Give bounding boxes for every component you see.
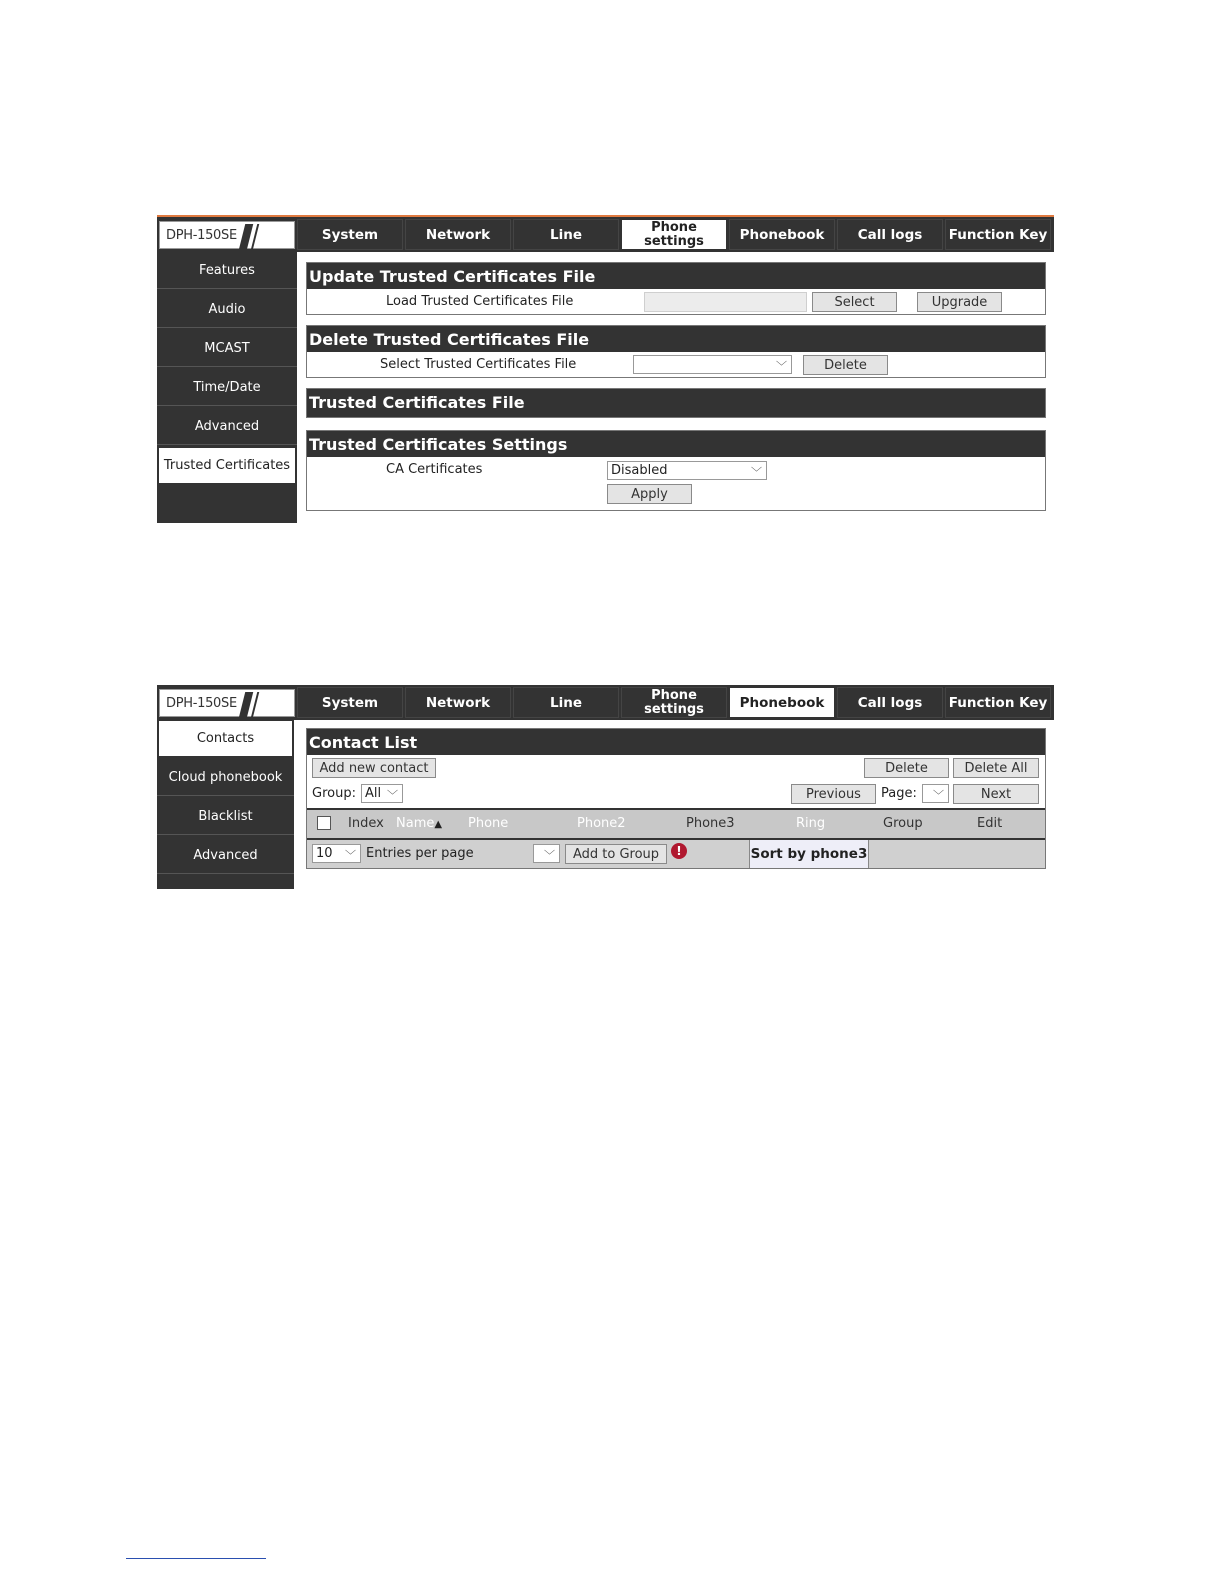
contact-table-footer [307,838,1045,868]
target-group-select[interactable] [533,844,560,863]
tab-line[interactable]: Line [513,687,619,718]
add-to-group-button[interactable]: Add to Group [565,844,667,864]
certificates-settings-section [306,430,1046,511]
delete-certificates-section [306,325,1046,378]
apply-row [307,482,1045,510]
delete-all-button[interactable]: Delete All [953,758,1039,778]
page-label: Page: [881,786,917,801]
chevron-down-icon: ﹀ [933,789,944,802]
chevron-down-icon: ﹀ [776,360,787,373]
sidebar-item-features[interactable]: Features [157,252,297,289]
contact-table-header [307,808,1045,838]
select-certificate-row [307,352,1045,377]
sort-by-phone3-label[interactable]: Sort by phone3 [749,840,869,868]
tab-system[interactable]: System [297,687,403,718]
column-phone3[interactable]: Phone3 [686,816,735,831]
sort-ascending-icon: ▲ [434,819,443,830]
column-group[interactable]: Group [883,816,923,831]
entries-per-page-label: Entries per page [366,846,474,861]
column-ring[interactable]: Ring [796,816,826,831]
column-index[interactable]: Index [348,816,384,831]
file-path-input[interactable] [644,292,807,312]
sidebar [157,720,294,889]
group-pagination-row [307,780,1045,808]
model-name: DPH-150SE [166,228,237,243]
chevron-down-icon: ﹀ [544,849,555,862]
column-phone2[interactable]: Phone2 [577,816,626,831]
sidebar-item-cloud-phonebook[interactable]: Cloud phonebook [157,759,294,796]
trusted-certificates-screenshot [157,215,1054,523]
tab-function-key[interactable]: Function Key [945,687,1051,718]
certificate-file-select[interactable] [633,355,792,374]
section-title: Delete Trusted Certificates File [307,326,1045,352]
contact-list-section [306,728,1046,869]
group-select[interactable] [361,784,403,803]
contact-list-title: Contact List [307,729,1045,755]
model-name: DPH-150SE [166,696,237,711]
load-certificates-label: Load Trusted Certificates File [386,294,574,309]
main-content [306,728,1046,879]
delete-certificate-button[interactable]: Delete [803,355,888,375]
tab-phone-settings[interactable]: Phone settings [621,687,727,718]
sidebar-item-advanced[interactable]: Advanced [157,837,294,874]
upgrade-button[interactable]: Upgrade [917,292,1002,312]
section-title: Update Trusted Certificates File [307,263,1045,289]
sidebar-item-blacklist[interactable]: Blacklist [157,798,294,835]
select-all-checkbox[interactable] [317,816,331,830]
chevron-down-icon: ﹀ [751,466,762,479]
column-edit[interactable]: Edit [977,816,1003,831]
section-title: Trusted Certificates File [307,389,1045,417]
column-name-label: Name [396,816,435,831]
sidebar-item-time-date[interactable]: Time/Date [157,369,297,406]
group-label: Group: [312,786,356,801]
ca-certificates-row [307,457,1045,482]
sidebar-item-trusted-certificates[interactable]: Trusted Certificates [158,447,296,484]
footnote-separator [126,1558,266,1559]
delete-contact-button[interactable]: Delete [864,758,949,778]
tab-call-logs[interactable]: Call logs [837,687,943,718]
tab-system[interactable]: System [297,219,403,250]
sidebar-item-audio[interactable]: Audio [157,291,297,328]
page-select[interactable] [922,784,949,803]
alert-icon: ! [671,843,687,859]
tab-phonebook[interactable]: Phonebook [729,219,835,250]
column-name[interactable] [396,816,442,831]
sidebar-item-mcast[interactable]: MCAST [157,330,297,367]
tab-line[interactable]: Line [513,219,619,250]
top-navigation-bar [157,217,1054,252]
top-navigation-bar [157,685,1054,720]
group-select-value: All [365,786,382,801]
brand-logo [159,689,295,717]
entries-per-page-select[interactable] [312,844,361,863]
tab-function-key[interactable]: Function Key [945,219,1051,250]
chevron-down-icon: ﹀ [345,849,356,862]
tab-call-logs[interactable]: Call logs [837,219,943,250]
tab-phonebook[interactable]: Phonebook [729,687,835,718]
sidebar [157,252,297,523]
ca-certificates-value: Disabled [611,463,668,478]
ca-certificates-label: CA Certificates [386,462,483,477]
entries-per-page-value: 10 [316,846,333,861]
section-title: Trusted Certificates Settings [307,431,1045,457]
sidebar-item-advanced[interactable]: Advanced [157,408,297,445]
ca-certificates-select[interactable] [607,461,767,480]
main-tabs [297,687,1053,720]
sidebar-item-contacts[interactable]: Contacts [158,720,293,757]
tab-phone-settings[interactable]: Phone settings [621,219,727,250]
brand-logo [159,221,295,249]
main-content [306,262,1046,521]
tab-network[interactable]: Network [405,687,511,718]
column-phone[interactable]: Phone [468,816,509,831]
certificates-file-section [306,388,1046,418]
apply-button[interactable]: Apply [607,484,692,504]
tab-network[interactable]: Network [405,219,511,250]
next-page-button[interactable]: Next [953,784,1039,804]
main-tabs [297,219,1053,252]
select-file-button[interactable]: Select [812,292,897,312]
phonebook-screenshot [157,685,1054,889]
select-certificate-label: Select Trusted Certificates File [380,357,577,372]
chevron-down-icon: ﹀ [387,789,398,802]
update-certificates-section [306,262,1046,315]
previous-page-button[interactable]: Previous [791,784,876,804]
contact-actions-row [307,755,1045,780]
add-new-contact-button[interactable]: Add new contact [312,758,436,778]
load-certificates-row [307,289,1045,314]
